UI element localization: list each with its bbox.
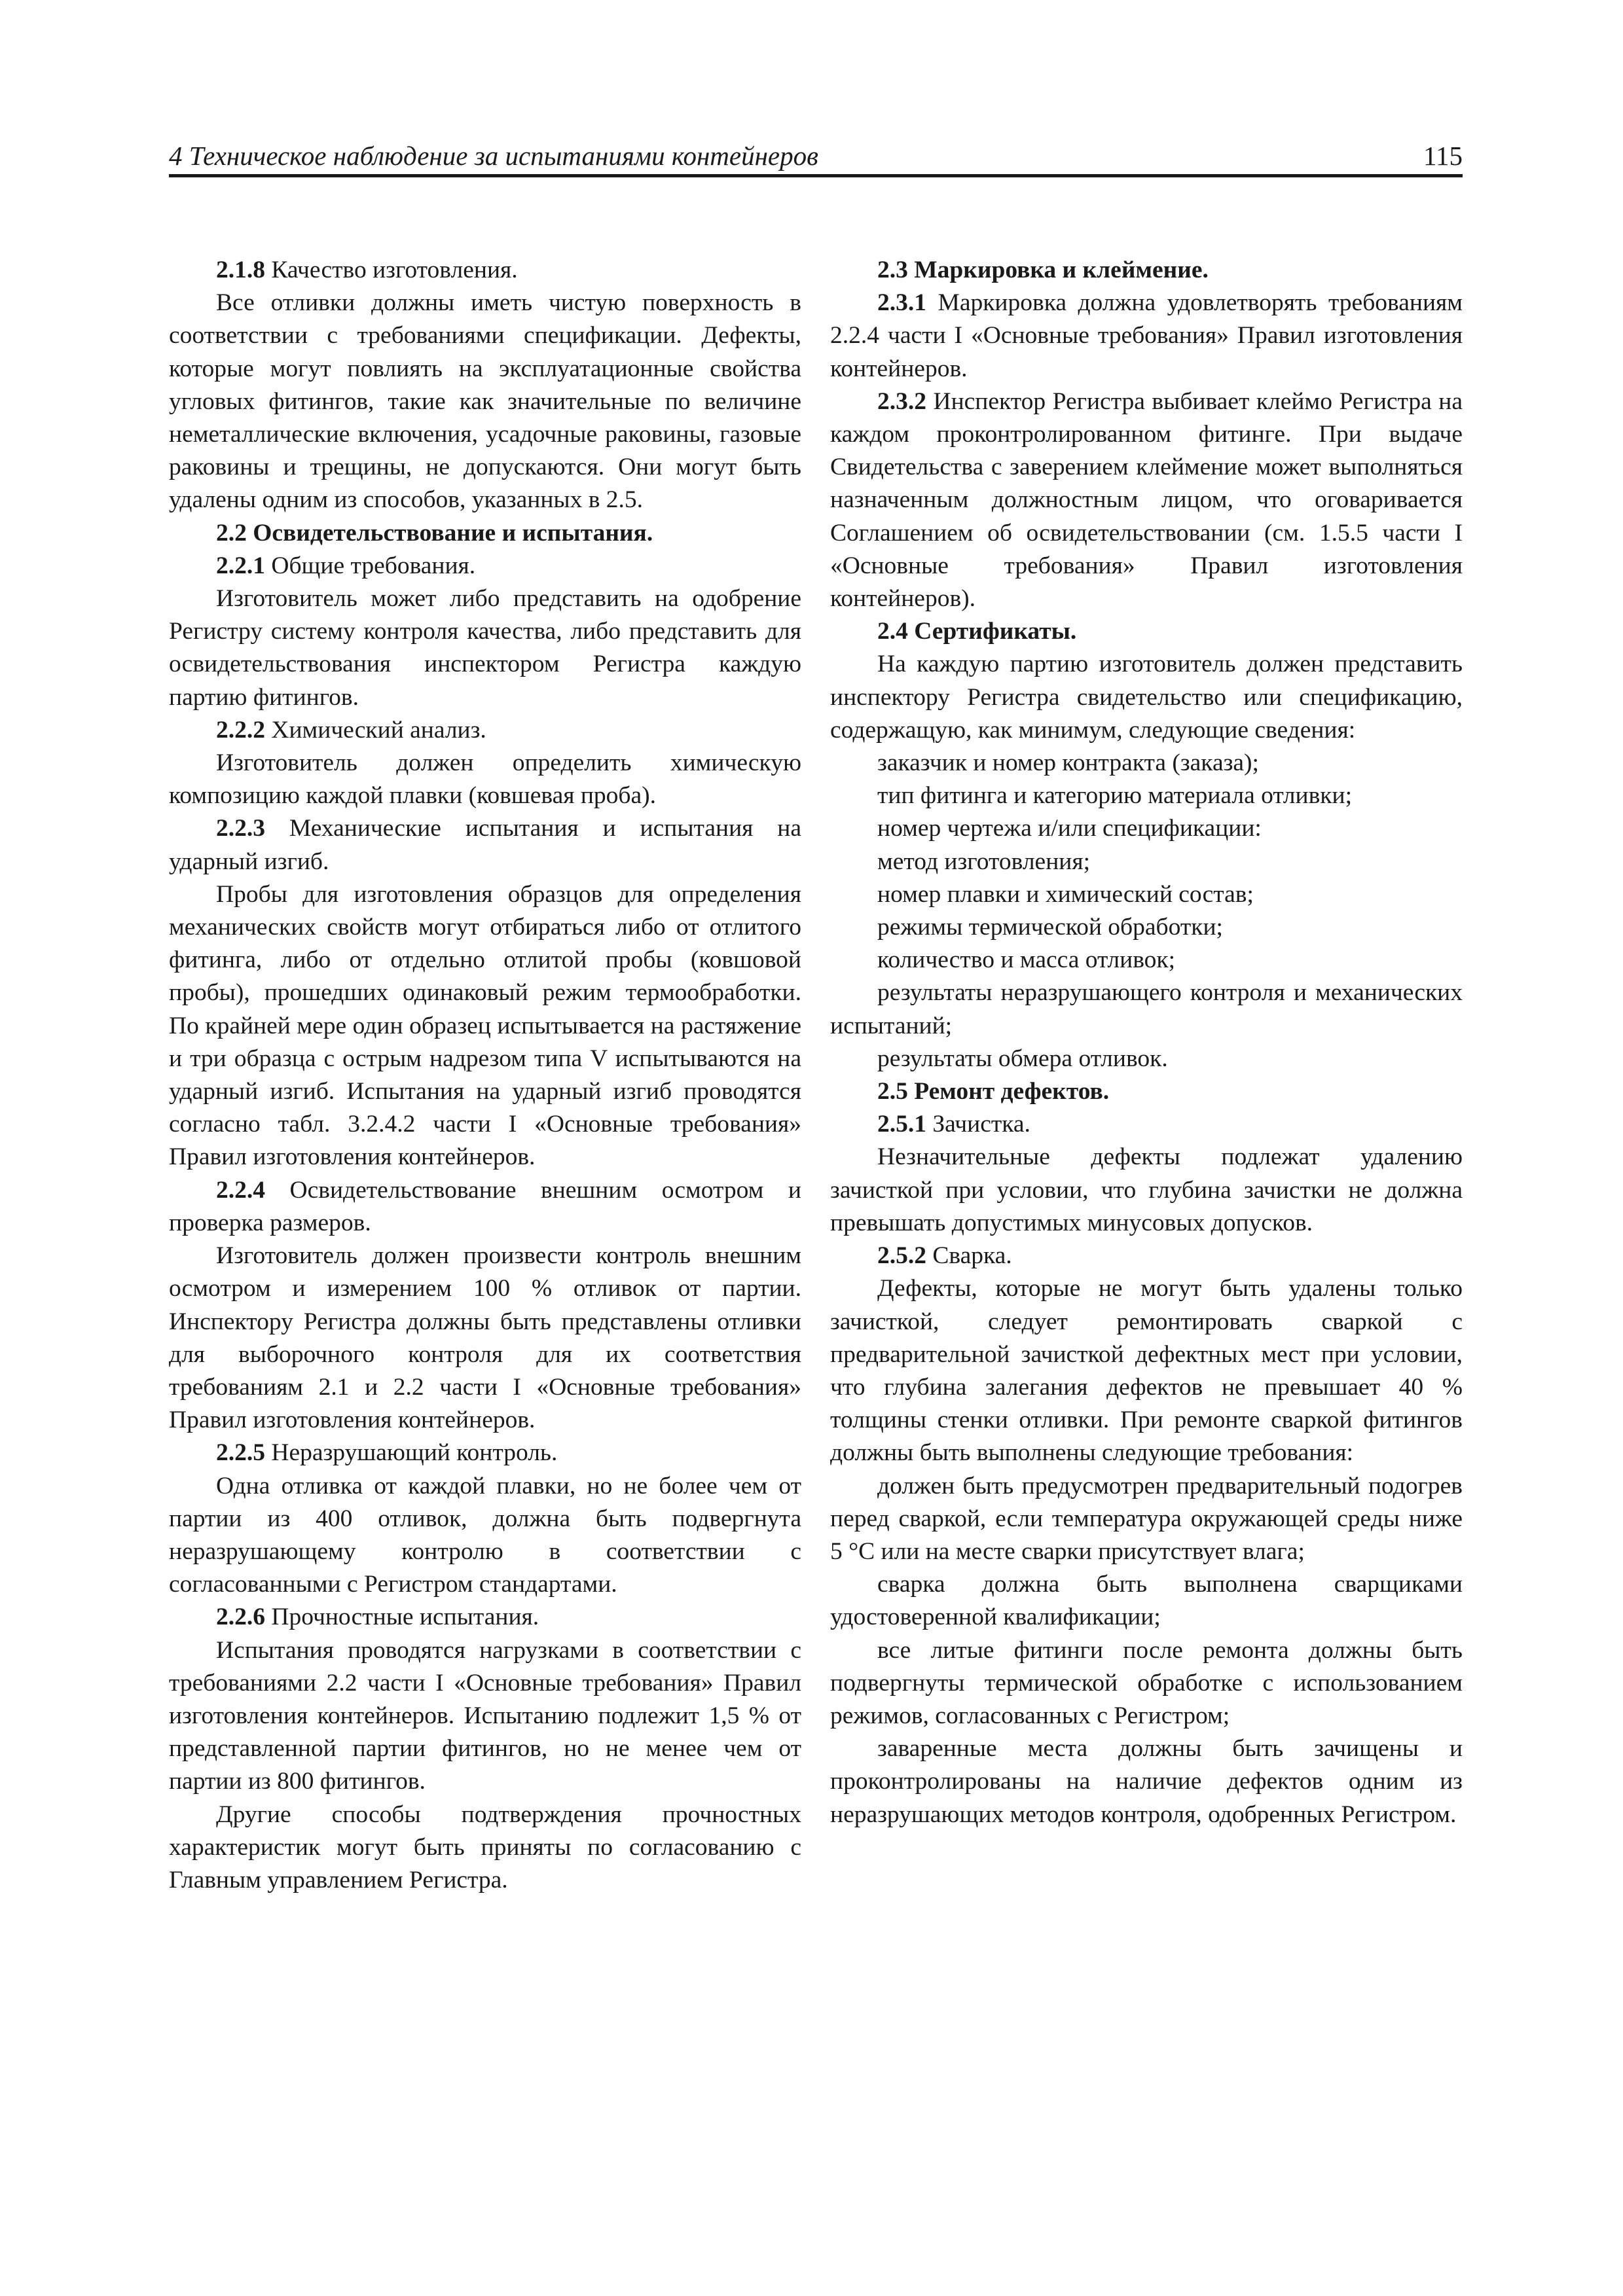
list-item: результаты обмера отливок. — [877, 1045, 1168, 1072]
numbered-clause — [830, 1108, 1463, 1141]
paragraph: Все отливки должны иметь чистую поверхность в соответствии с требованиями спецификации. Дефекты, которые могут повлиять на эксплуатационные свойства угловых фитингов, такие как значительные по величине неметаллические включения, усадочные раковины, газовые раковины и трещины, не допускаются. Они могут быть удалены одним из способов, указанных в 2.5. — [169, 289, 801, 514]
list-item: количество и масса отливок; — [877, 946, 1176, 974]
clause-title: Прочностные испытания. — [265, 1604, 539, 1631]
numbered-clause — [169, 1437, 801, 1469]
paragraph: На каждую партию изготовитель должен представить инспектору Регистра свидетельство или спецификацию, содержащую, как минимум, следующие сведения: — [830, 651, 1463, 744]
numbered-clause — [169, 714, 801, 747]
clause-number: 2.2.1 — [216, 552, 265, 579]
paragraph: Одна отливка от каждой плавки, но не более чем от партии из 400 отливок, должна быть подвергнута неразрушающему контролю в соответствии с согласованными с Регистром стандартами. — [169, 1472, 801, 1598]
section-heading — [830, 254, 1463, 287]
paragraph: сварка должна быть выполнена сварщиками удостоверенной квалификации; — [830, 1571, 1463, 1631]
paragraph: Пробы для изготовления образцов для определения механических свойств могут отбираться либо от отлитого фитинга, либо от отдельно отлитой пробы (ковшовой пробы), прошедших одинаковый режим термообработки. По крайней мере один образец испытывается на растяжение и три образца с острым надрезом типа V испытываются на ударный изгиб. Испытания на ударный изгиб проводятся согласно табл. 3.2.4.2 части I «Основные требования» Правил изготовления контейнеров. — [169, 880, 801, 1171]
section-heading-text: 2.2 Освидетельствование и испытания. — [216, 519, 653, 547]
clause-title: Зачистка. — [926, 1111, 1030, 1138]
clause-number: 2.5.2 — [877, 1242, 926, 1270]
list-item: результаты неразрушающего контроля и механических испытаний; — [830, 979, 1463, 1039]
paragraph: Изготовитель должен определить химическую композицию каждой плавки (ковшевая проба). — [169, 749, 801, 810]
clause-number: 2.2.5 — [216, 1439, 265, 1467]
paragraph: Дефекты, которые не могут быть удалены только зачисткой, следует ремонтировать сваркой с предварительной зачисткой дефектных мест при условии, что глубина залегания дефектов не превышает 40 % толщины стенки отливки. При ремонте сваркой фитингов должны быть выполнены следующие требования: — [830, 1275, 1463, 1467]
paragraph: заваренные места должны быть зачищены и проконтролированы на наличие дефектов одним из неразрушающих методов контроля, одобренных Регистром. — [830, 1735, 1463, 1828]
clause-number: 2.2.6 — [216, 1604, 265, 1631]
list-item: метод изготовления; — [877, 848, 1090, 875]
numbered-clause — [169, 550, 801, 583]
left-column — [169, 254, 801, 1897]
clause-title: Маркировка должна удовлетворять требованиям 2.2.4 части I «Основные требования» Правил изготовления контейнеров. — [830, 289, 1463, 382]
header-rule — [169, 174, 1463, 177]
clause-title: Неразрушающий контроль. — [265, 1439, 558, 1467]
clause-number: 2.1.8 — [216, 257, 265, 283]
clause-title: Сварка. — [926, 1242, 1012, 1270]
numbered-clause — [169, 812, 801, 878]
section-heading-text: 2.3 Маркировка и клеймение. — [877, 257, 1209, 283]
clause-title: Инспектор Регистра выбивает клеймо Регистра на каждом проконтролированном фитинге. При выдаче Свидетельства с заверением клеймение может выполняться назначенным должностным лицом, что оговаривается Соглашением об освидетельствовании (см. 1.5.5 части I «Основные требования» Правил изготовления контейнеров). — [830, 387, 1463, 613]
page-header — [169, 137, 1463, 178]
clause-number: 2.3.1 — [877, 289, 926, 317]
list-item: заказчик и номер контракта (заказа); — [877, 749, 1259, 777]
clause-number: 2.5.1 — [877, 1111, 926, 1138]
clause-number: 2.2.3 — [216, 815, 265, 842]
paragraph: Изготовитель должен произвести контроль внешним осмотром и измерением 100 % отливок от партии. Инспектору Регистра должны быть представлены отливки для выборочного контроля для их соответствия требованиям 2.1 и 2.2 части I «Основные требования» Правил изготовления контейнеров. — [169, 1242, 801, 1434]
clause-number: 2.2.4 — [216, 1176, 265, 1204]
numbered-clause — [830, 287, 1463, 386]
numbered-clause — [169, 254, 801, 287]
section-heading-text: 2.5 Ремонт дефектов. — [877, 1078, 1110, 1105]
list-item: номер плавки и химический состав; — [877, 880, 1254, 908]
clause-number: 2.3.2 — [877, 387, 926, 415]
clause-title: Качество изготовления. — [265, 257, 518, 283]
paragraph: Другие способы подтверждения прочностных характеристик могут быть приняты по согласованию с Главным управлением Регистра. — [169, 1801, 801, 1893]
paragraph: Изготовитель может либо представить на одобрение Регистру систему контроля качества, либо представить для освидетельствования инспектором Регистра каждую партию фитингов. — [169, 585, 801, 711]
section-heading — [830, 1075, 1463, 1108]
running-title: 4 Техническое наблюдение за испытаниями контейнеров — [169, 141, 818, 171]
paragraph: все литые фитинги после ремонта должны быть подвергнуты термической обработке с использованием режимов, согласованных с Регистром; — [830, 1636, 1463, 1729]
numbered-clause — [830, 386, 1463, 615]
numbered-clause — [830, 1240, 1463, 1272]
clause-title: Общие требования. — [265, 552, 476, 579]
paragraph: должен быть предусмотрен предварительный подогрев перед сваркой, если температура окружающей среды ниже 5 °C или на месте сварки присутствует влага; — [830, 1472, 1463, 1565]
section-heading — [169, 517, 801, 550]
paragraph: Испытания проводятся нагрузками в соответствии с требованиями 2.2 части I «Основные требования» Правил изготовления контейнеров. Испытанию подлежит 1,5 % от представленной партии фитингов, но не менее чем от партии из 800 фитингов. — [169, 1636, 801, 1795]
clause-number: 2.2.2 — [216, 716, 265, 744]
clause-title: Механические испытания и испытания на ударный изгиб. — [169, 815, 801, 875]
list-item: режимы термической обработки; — [877, 914, 1223, 941]
clause-title: Освидетельствование внешним осмотром и проверка размеров. — [169, 1176, 801, 1236]
numbered-clause — [169, 1601, 801, 1634]
right-column — [830, 254, 1463, 1831]
clause-title: Химический анализ. — [265, 716, 486, 744]
list-item: номер чертежа и/или спецификации: — [877, 815, 1262, 842]
section-heading — [830, 615, 1463, 648]
paragraph: Незначительные дефекты подлежат удалению зачисткой при условии, что глубина зачистки не должна превышать допустимых минусовых допусков. — [830, 1143, 1463, 1236]
list-item: тип фитинга и категорию материала отливки; — [877, 782, 1353, 810]
page-number: 115 — [1423, 141, 1463, 171]
section-heading-text: 2.4 Сертификаты. — [877, 618, 1077, 645]
numbered-clause — [169, 1174, 801, 1240]
